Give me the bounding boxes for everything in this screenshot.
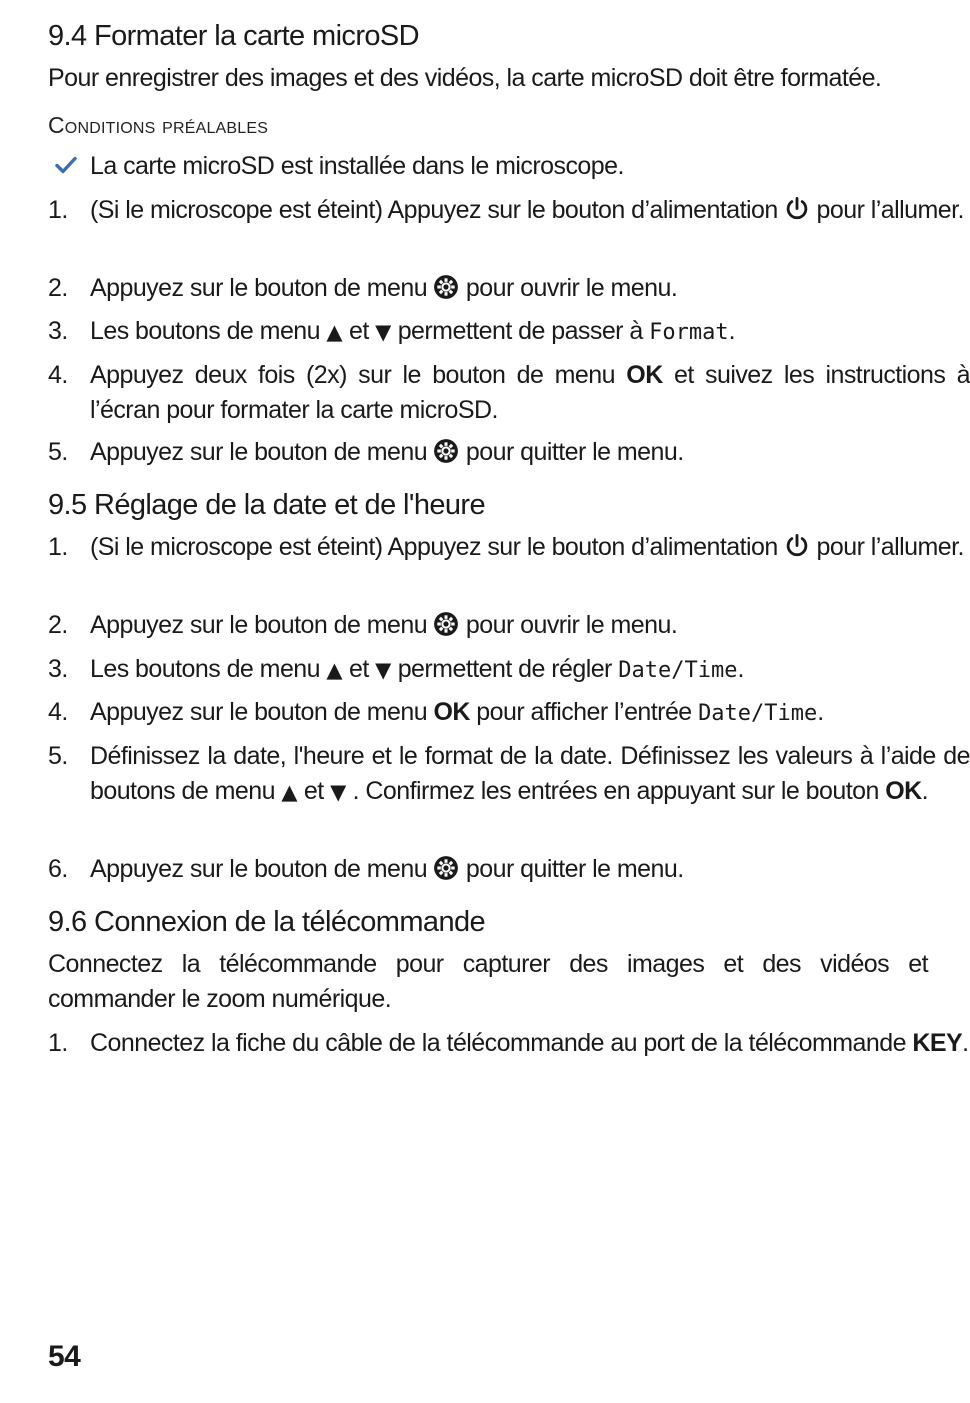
up-arrow-icon: ▲	[281, 780, 298, 804]
step-text-end: .	[921, 777, 929, 805]
step-text-cont: et suivez les instructions à l’écran pour formater la carte microSD.	[90, 361, 970, 424]
power-icon	[784, 533, 810, 559]
step-9-6-1	[48, 1026, 970, 1061]
step-text: Appuyez deux fois (2x) sur le bouton de menu	[90, 361, 615, 389]
menu-entry-code: Date/Time	[618, 658, 738, 683]
step-text-end: .	[962, 1029, 969, 1057]
step-text-cont: . Confirmez les entrées en appuyant sur le bouton	[352, 777, 879, 805]
section-heading-9-4: 9.4 Formater la carte microSD	[48, 20, 419, 52]
gear-icon	[433, 611, 459, 637]
step-number: 3.	[48, 655, 68, 683]
step-text-and: et	[348, 317, 369, 345]
step-text-cont: pour quitter le menu.	[465, 438, 684, 466]
step-text: Appuyez sur le bouton de menu	[90, 611, 428, 639]
step-text-cont: pour l’allumer.	[816, 533, 964, 561]
ok-button-label: OK	[626, 361, 663, 389]
step-text-cont: permettent de régler	[397, 655, 612, 683]
section-heading-9-6: 9.6 Connexion de la télécommande	[48, 906, 486, 938]
power-icon	[784, 196, 810, 222]
step-9-5-2	[48, 608, 970, 643]
step-text-cont: pour afficher l’entrée	[476, 698, 692, 726]
step-number: 6.	[48, 855, 68, 883]
down-arrow-icon: ▼	[330, 780, 347, 804]
step-number: 1.	[48, 533, 68, 561]
step-text-end: .	[817, 698, 824, 726]
step-text-cont: permettent de passer à	[397, 317, 643, 345]
step-number: 4.	[48, 698, 68, 726]
step-text: Les boutons de menu	[90, 655, 321, 683]
step-text: Les boutons de menu	[90, 317, 321, 345]
step-9-5-1	[48, 530, 970, 565]
step-text: Appuyez sur le bouton de menu	[90, 274, 428, 302]
step-number: 1.	[48, 1029, 68, 1057]
gear-icon	[433, 274, 459, 300]
step-text: Appuyez sur le bouton de menu	[90, 698, 428, 726]
section-intro-9-6: Connectez la télécommande pour capturer des images et des vidéos et commander le zoom numérique.	[48, 950, 928, 1013]
step-number: 1.	[48, 196, 68, 224]
step-9-4-2	[48, 271, 970, 306]
step-9-4-1	[48, 193, 970, 228]
down-arrow-icon: ▼	[375, 658, 392, 682]
step-text: Connectez la fiche du câble de la télécommande au port de la télécommande	[90, 1029, 906, 1057]
step-text: Appuyez sur le bouton de menu	[90, 855, 428, 883]
key-port-label: KEY	[912, 1029, 963, 1057]
step-9-4-3	[48, 314, 970, 350]
step-9-5-3	[48, 652, 970, 688]
ok-button-label: OK	[433, 698, 470, 726]
step-text: (Si le microscope est éteint) Appuyez sur le bouton d’alimentation	[90, 533, 778, 561]
check-icon	[54, 153, 78, 177]
section-intro-9-4: Pour enregistrer des images et des vidéos, la carte microSD doit être formatée.	[48, 64, 882, 92]
step-text-cont: pour l’allumer.	[816, 196, 964, 224]
step-number: 5.	[48, 438, 68, 466]
step-text-cont: pour ouvrir le menu.	[465, 274, 678, 302]
step-text-cont: pour ouvrir le menu.	[465, 611, 678, 639]
step-number: 4.	[48, 361, 68, 389]
up-arrow-icon: ▲	[326, 658, 343, 682]
step-number: 3.	[48, 317, 68, 345]
menu-entry-code: Date/Time	[698, 701, 818, 726]
step-text-and: et	[348, 655, 369, 683]
step-9-4-5	[48, 435, 970, 470]
step-text-cont: pour quitter le menu.	[465, 855, 684, 883]
condition-item	[48, 149, 970, 184]
page-number: 54	[48, 1340, 81, 1373]
ok-button-label: OK	[885, 777, 922, 805]
section-heading-9-5: 9.5 Réglage de la date et de l'heure	[48, 489, 486, 521]
step-number: 5.	[48, 742, 68, 770]
conditions-label: Conditions préalables	[48, 112, 269, 138]
up-arrow-icon: ▲	[326, 320, 343, 344]
step-9-5-5	[48, 739, 970, 810]
step-text: Appuyez sur le bouton de menu	[90, 438, 428, 466]
down-arrow-icon: ▼	[375, 320, 392, 344]
step-number: 2.	[48, 611, 68, 639]
step-number: 2.	[48, 274, 68, 302]
step-text: (Si le microscope est éteint) Appuyez sur le bouton d’alimentation	[90, 196, 778, 224]
step-text-end: .	[737, 655, 744, 683]
step-9-5-6	[48, 852, 970, 887]
condition-text: La carte microSD est installée dans le microscope.	[90, 152, 624, 180]
step-9-5-4	[48, 695, 970, 731]
step-text: Définissez la date, l'heure et le format de la date. Définissez les valeurs à l’aide de boutons de menu	[90, 742, 970, 805]
step-9-4-4	[48, 358, 970, 428]
step-text-end: .	[728, 317, 735, 345]
gear-icon	[433, 855, 459, 881]
step-text-and: et	[303, 777, 324, 805]
gear-icon	[433, 438, 459, 464]
menu-entry-code: Format	[649, 320, 729, 345]
